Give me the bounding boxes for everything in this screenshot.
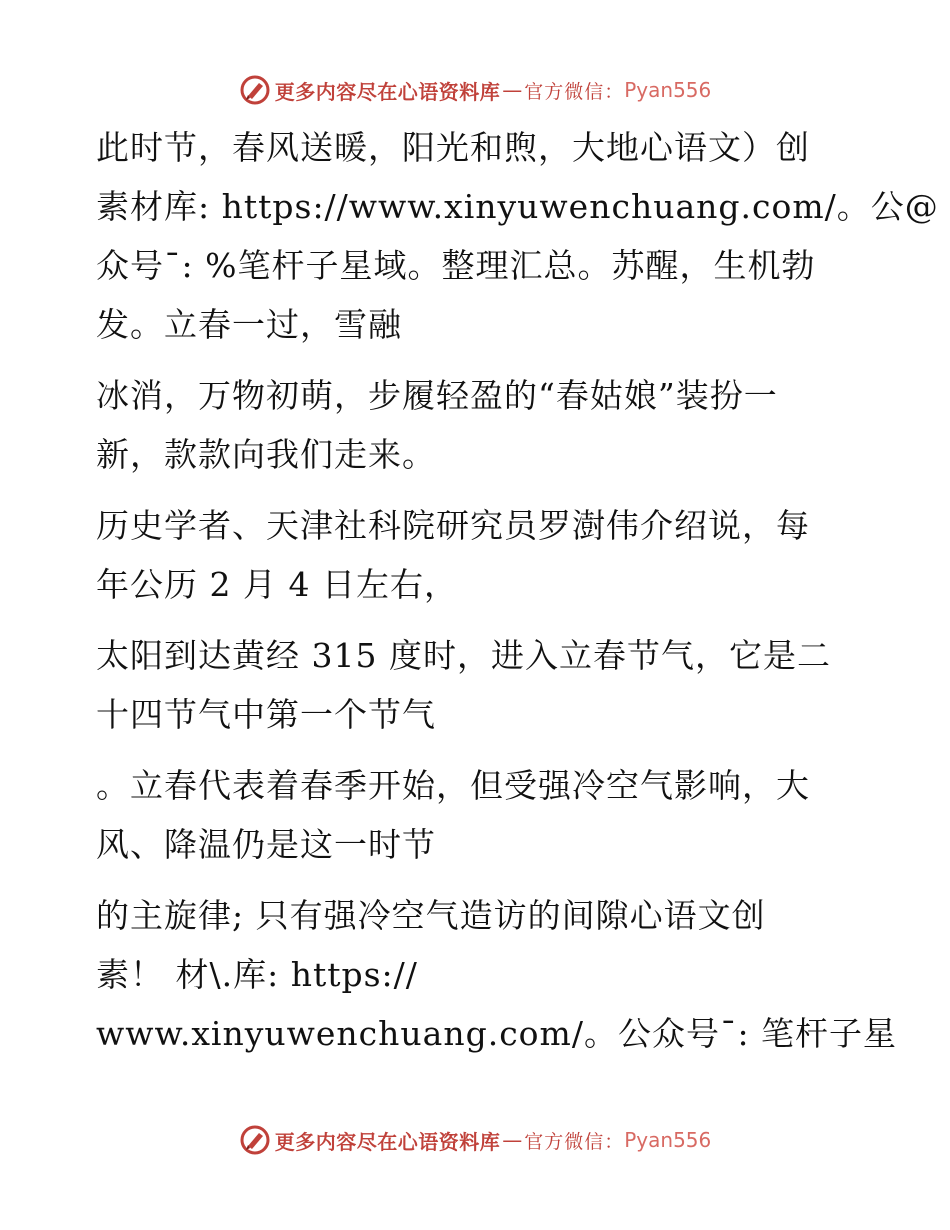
banner-wechat-label: 官方微信： xyxy=(524,80,625,103)
text-line: 风、降温仍是这一时节 xyxy=(96,825,436,864)
paragraph xyxy=(96,756,876,874)
text-line: 太阳到达黄经 315 度时，进入立春节气，它是二 xyxy=(96,636,831,675)
footer-banner xyxy=(0,1120,950,1160)
text-line: 历史学者、天津社科院研究员罗澍伟介绍说，每 xyxy=(96,506,810,545)
paragraph xyxy=(96,118,939,354)
text-line: 十四节气中第一个节气 xyxy=(96,695,436,734)
brand-logo-icon xyxy=(239,74,271,106)
text-line: 冰消，万物初萌，步履轻盈的“春姑娘”装扮一 xyxy=(96,376,778,415)
text-line: 发。立春一过，雪融 xyxy=(96,305,402,344)
banner-separator: — xyxy=(502,78,523,102)
text-line: 此时节，春风送暖，阳光和煦，大地心语文）创 xyxy=(96,128,810,167)
banner-separator: — xyxy=(502,1128,523,1152)
header-banner xyxy=(0,70,950,110)
text-line: 年公历 2 月 4 日左右， xyxy=(96,565,458,604)
banner-wechat-label: 官方微信： xyxy=(524,1130,625,1153)
text-line: 。立春代表着春季开始，但受强冷空气影响，大 xyxy=(96,766,810,805)
banner-account: Pyan556 xyxy=(624,78,712,102)
text-line: 素！ 材\.库: https:// xyxy=(96,955,418,994)
text-line: 众号¯: %笔杆子星域。整理汇总。苏醒，生机勃 xyxy=(96,246,816,285)
paragraph xyxy=(96,886,898,1063)
banner-account: Pyan556 xyxy=(624,1128,712,1152)
brand-logo-icon xyxy=(239,1124,271,1156)
text-line: 素材库: https://www.xinyuwenchuang.com/。公@ xyxy=(96,187,939,226)
paragraph xyxy=(96,626,876,744)
text-line: 的主旋律; 只有强冷空气造访的间隙心语文创 xyxy=(96,896,766,935)
text-line: www.xinyuwenchuang.com/。公众号¯: 笔杆子星 xyxy=(96,1014,898,1053)
document-body xyxy=(96,118,939,1075)
paragraph xyxy=(96,496,876,614)
text-line: 新，款款向我们走来。 xyxy=(96,435,436,474)
banner-brand-text: 更多内容尽在心语资料库 xyxy=(274,1129,501,1154)
banner-brand-text: 更多内容尽在心语资料库 xyxy=(274,79,501,104)
paragraph xyxy=(96,366,876,484)
